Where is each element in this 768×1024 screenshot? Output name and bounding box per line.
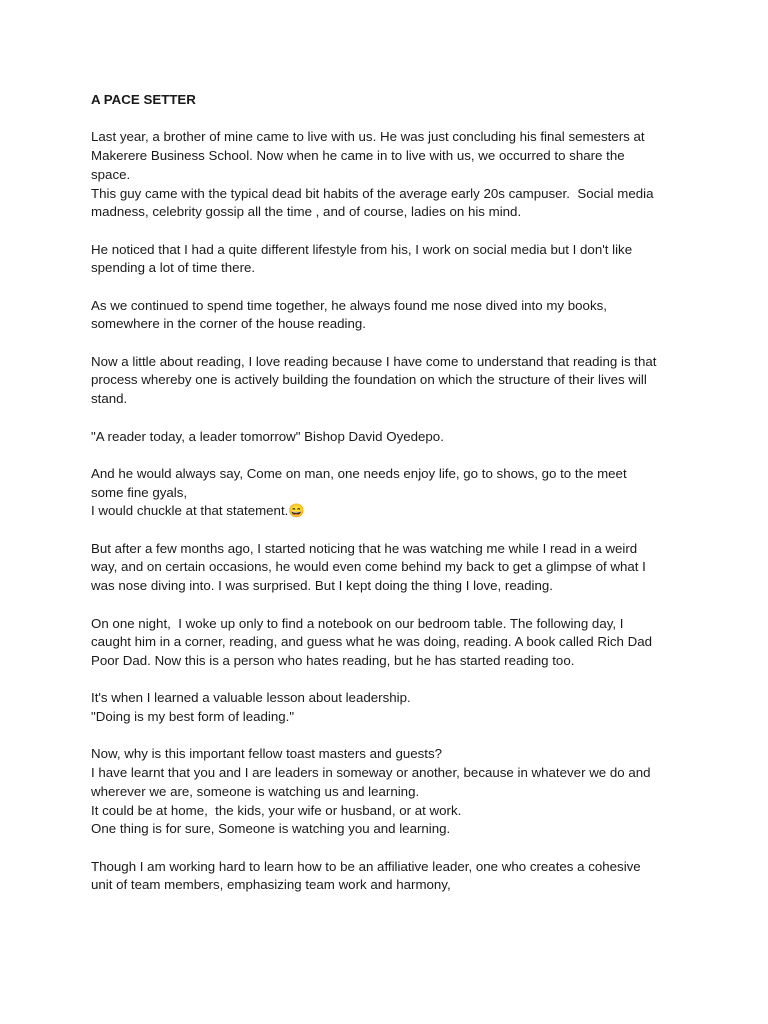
paragraph <box>91 858 691 895</box>
paragraph-line: caught him in a corner, reading, and guess what he was doing, reading. A book called Rich Dad <box>91 634 653 650</box>
paragraph-line: Now, why is this important fellow toast masters and guests? <box>91 746 443 762</box>
paragraph-line: I would chuckle at that statement.😄 <box>91 503 305 519</box>
paragraph-line: Makerere Business School. Now when he came in to live with us, we occurred to share the <box>91 148 625 164</box>
paragraph <box>91 465 691 521</box>
paragraph <box>91 540 691 596</box>
document-title: A PACE SETTER <box>91 92 196 107</box>
paragraph-line: It could be at home, the kids, your wife or husband, or at work. <box>91 802 462 818</box>
paragraph-line: "A reader today, a leader tomorrow" Bishop David Oyedepo. <box>91 428 444 444</box>
document-page <box>91 91 691 914</box>
paragraph-line: "Doing is my best form of leading." <box>91 709 295 725</box>
paragraph-line: was nose diving into. I was surprised. But I kept doing the thing I love, reading. <box>91 578 553 594</box>
paragraph-line: process whereby one is actively building the foundation on which the structure of their lives will <box>91 372 647 388</box>
paragraph-line: Now a little about reading, I love reading because I have come to understand that reading is that <box>91 353 657 369</box>
paragraph <box>91 241 691 278</box>
paragraph-line: madness, celebrity gossip all the time , and of course, ladies on his mind. <box>91 204 522 220</box>
paragraph-line: somewhere in the corner of the house reading. <box>91 316 366 332</box>
document-body <box>91 128 691 895</box>
paragraph-line: some fine gyals, <box>91 484 188 500</box>
paragraph <box>91 615 691 671</box>
paragraph-line: As we continued to spend time together, he always found me nose dived into my books, <box>91 297 607 313</box>
paragraph <box>91 128 691 222</box>
paragraph-line: Last year, a brother of mine came to live with us. He was just concluding his final semesters at <box>91 129 645 145</box>
paragraph <box>91 428 691 447</box>
paragraph-line: One thing is for sure, Someone is watching you and learning. <box>91 821 451 837</box>
paragraph-line: Though I am working hard to learn how to be an affiliative leader, one who creates a cohesive <box>91 858 641 874</box>
paragraph-line: unit of team members, emphasizing team work and harmony, <box>91 877 451 893</box>
paragraph-line: Poor Dad. Now this is a person who hates reading, but he has started reading too. <box>91 652 575 668</box>
paragraph-line: On one night, I woke up only to find a notebook on our bedroom table. The following day, I <box>91 615 624 631</box>
paragraph-line: space. <box>91 166 131 182</box>
paragraph <box>91 745 691 839</box>
paragraph-line: spending a lot of time there. <box>91 260 256 276</box>
paragraph-line: way, and on certain occasions, he would even come behind my back to get a glimpse of what I <box>91 559 646 575</box>
paragraph <box>91 689 691 726</box>
paragraph-line: wherever we are, someone is watching us and learning. <box>91 783 420 799</box>
paragraph <box>91 297 691 334</box>
paragraph-line: He noticed that I had a quite different lifestyle from his, I work on social media but I don't like <box>91 241 633 257</box>
paragraph-line: I have learnt that you and I are leaders in someway or another, because in whatever we do and <box>91 765 651 781</box>
paragraph-line: But after a few months ago, I started noticing that he was watching me while I read in a weird <box>91 540 638 556</box>
paragraph-line: It's when I learned a valuable lesson about leadership. <box>91 690 411 706</box>
paragraph-line: This guy came with the typical dead bit habits of the average early 20s campuser. Social media <box>91 185 654 201</box>
paragraph <box>91 353 691 409</box>
paragraph-line: stand. <box>91 391 128 407</box>
paragraph-line: And he would always say, Come on man, one needs enjoy life, go to shows, go to the meet <box>91 465 627 481</box>
